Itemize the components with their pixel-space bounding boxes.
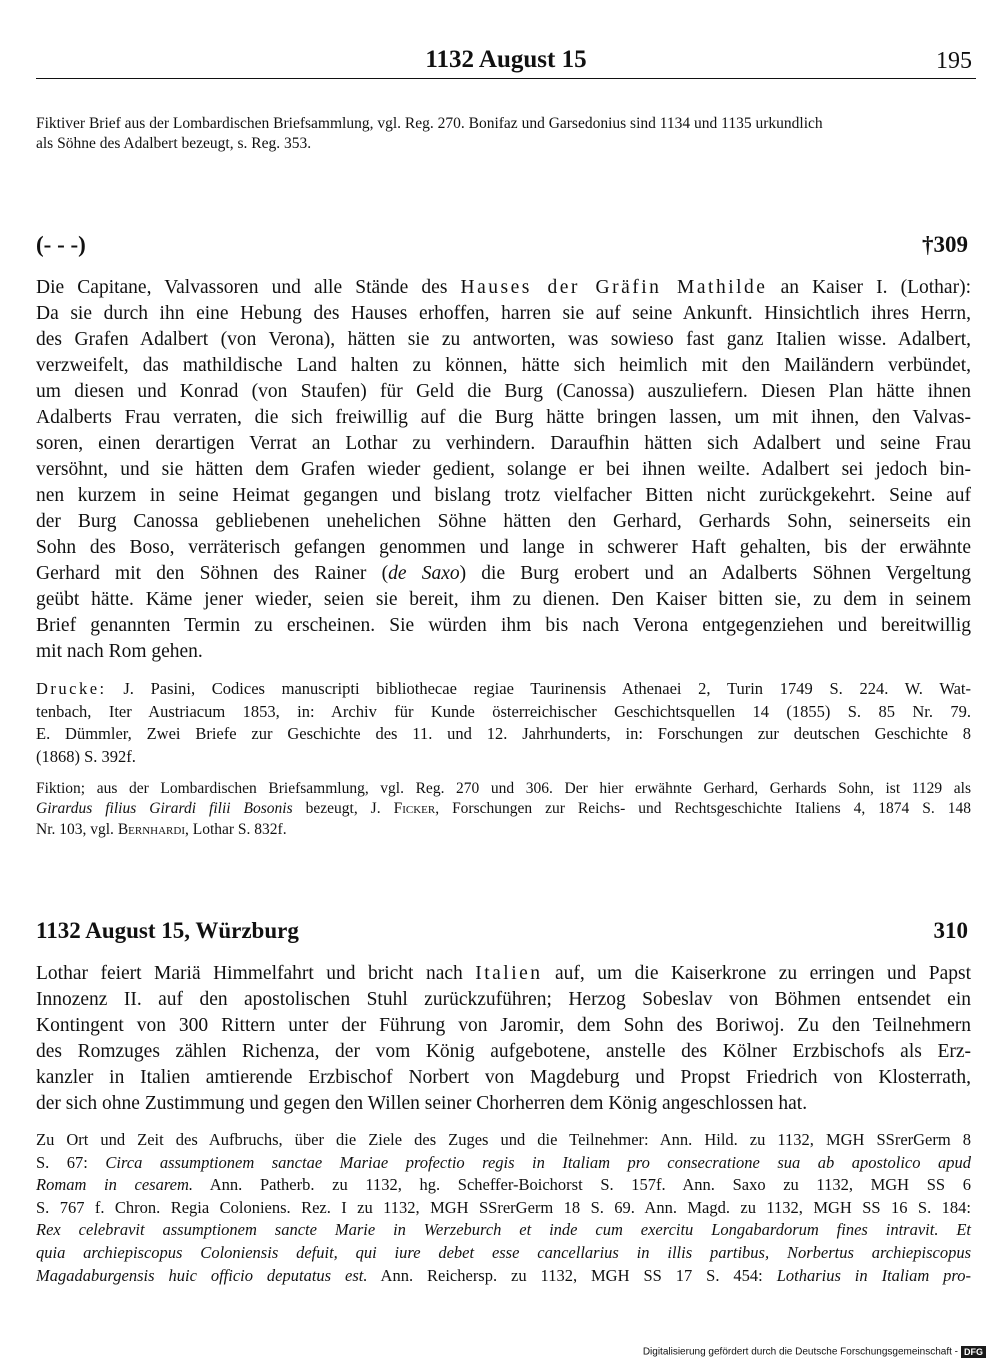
regest-line: nen kurzem in seine Heimat gegangen und bislang trotz vielfacher Bitten nicht zurückgekehrt. Seine auf [36, 485, 971, 506]
regest-line: Gerhard mit den Söhnen des Rainer (de Saxo) die Burg erobert und an Adalberts Söhnen Vergeltung [36, 563, 971, 584]
running-title: 1132 August 15 [425, 46, 587, 73]
sources-line: S. 767 f. Chron. Regia Coloniens. Rez. I zu 1132, MGH SSrerGerm 18 S. 69. Ann. Magd. zu 1132, MGH SS 16 S. 184: [36, 1197, 971, 1217]
sources-line: S. 67: Circa assumptionem sanctae Mariae profectio regis in Italiam pro consecratione sua ab apostolico apud [36, 1152, 971, 1172]
prints-line: Drucke: J. Pasini, Codices manuscripti bibliothecae regiae Taurinensis Athenaei 2, Turin 1749 S. 224. W. Wat- [36, 679, 971, 698]
regest-line: kanzler in Italien amtierende Erzbischof Norbert von Magdeburg und Propst Friedrich von Klosterrath, [36, 1067, 971, 1088]
regest-line: der sich ohne Zustimmung und gegen den Willen seiner Chorherren dem König angeschlossen hat. [36, 1093, 808, 1114]
regest-line: geübt hätte. Käme jener wieder, seien sie bereit, ihm zu dienen. Den Kaiser bitten sie, zu dem in seinem [36, 589, 971, 610]
entry-309-prints [36, 678, 971, 768]
page-number: 195 [936, 48, 972, 74]
regest-line: der Burg Canossa gebliebenen unehelichen Söhne hätten den Gerhard, Gerhards Sohn, seinerseits ein [36, 511, 971, 532]
entry-310-date: 1132 August 15, Würzburg [36, 918, 299, 943]
prints-line: (1868) S. 392f. [36, 746, 136, 766]
previous-entry-note [36, 114, 976, 154]
regest-line: Innozenz II. auf den apostolischen Stuhl zurückzuführen; Herzog Sobeslav von Böhmen entsendet ein [36, 989, 971, 1010]
sources-line: Romam in cesarem. Ann. Patherb. zu 1132, hg. Scheffer-Boichorst S. 157f. Ann. Saxo zu 1132, MGH SS 6 [36, 1175, 971, 1195]
regest-line: Lothar feiert Mariä Himmelfahrt und bricht nach Italien auf, um die Kaiserkrone zu erringen und Papst [36, 963, 971, 984]
digitization-credit [643, 1346, 986, 1358]
commentary-line: Girardus filius Girardi filii Bosonis bezeugt, J. Ficker, Forschungen zur Reichs- und Rechtsgeschichte Italiens 4, 1874 S. 148 [36, 800, 971, 818]
regest-line: Da sie durch ihn eine Hebung des Hauses erhoffen, harren sie auf seine Ankunft. Hinsichtlich ihres Herrn, [36, 303, 971, 324]
regest-line: Kontingent von 300 Rittern unter der Führung von Jaromir, dem Sohn des Boriwoj. Zu den Teilnehmern [36, 1015, 971, 1036]
entry-310-heading [36, 918, 968, 948]
entry-309-commentary [36, 779, 971, 840]
commentary-line: Nr. 103, vgl. Bernhardi, Lothar S. 832f. [36, 820, 287, 838]
prints-line: E. Dümmler, Zwei Briefe zur Geschichte des 11. und 12. Jahrhunderts, in: Forschungen zur deutschen Geschichte 8 [36, 724, 971, 744]
entry-310-regest [36, 961, 971, 1117]
prints-label: Drucke: [36, 679, 107, 698]
regest-line: Die Capitane, Valvassoren und alle Stände des Hauses der Gräfin Mathilde an Kaiser I. (Lothar): [36, 277, 971, 298]
note-line: als Söhne des Adalbert bezeugt, s. Reg. 353. [36, 135, 312, 152]
regest-line: Sohn des Boso, verräterisch gefangen genommen und lange in schwerer Haft gehalten, bis der erwähnte [36, 537, 971, 558]
entry-310-number: 310 [933, 918, 968, 943]
regest-line: versöhnt, und sie hätten dem Grafen wieder gedient, solange er bei ihnen weilte. Adalbert sei jedoch bin- [36, 459, 971, 480]
sources-line: Rex celebravit assumptionem sancte Marie in Werzeburch et inde cum exercitu Longabardorum fines intravit. Et [36, 1220, 971, 1240]
note-line: Fiktiver Brief aus der Lombardischen Briefsammlung, vgl. Reg. 270. Bonifaz und Garsedonius sind 1134 und 1135 urkundlich [36, 115, 823, 132]
sources-line: quia archiepiscopus Coloniensis defuit, qui iure debet esse cancellarius in illis partibus, Norbertus archiepiscopus [36, 1242, 971, 1262]
sources-line: Magadaburgensis huic officio deputatus est. Ann. Reichersp. zu 1132, MGH SS 17 S. 454: Lotharius in Italiam pro- [36, 1265, 971, 1285]
sources-line: Zu Ort und Zeit des Aufbruchs, über die Ziele des Zuges und die Teilnehmer: Ann. Hild. zu 1132, MGH SSrerGerm 8 [36, 1130, 971, 1149]
regest-line: um diesen und Konrad (von Staufen) für Geld die Burg (Canossa) auszuliefern. Diesen Plan hätte ihnen [36, 381, 971, 402]
entry-309-number: †309 [922, 232, 968, 257]
regest-line: Adalberts Frau verraten, die sich freiwillig auf die Burg hätte bringen lassen, um mit ihnen, den Valvas- [36, 407, 971, 428]
dfg-logo: DFG [961, 1346, 986, 1358]
regest-line: des Grafen Adalbert (von Verona), hätten sie zu antworten, was sowieso fast ganz Italien wisse. Adalbert, [36, 329, 971, 350]
regest-line: verzweifelt, das mathildische Land halten zu können, hätte sich heimlich mit den Mailändern verbündet, [36, 355, 971, 376]
credit-text: Digitalisierung gefördert durch die Deutsche Forschungsgemeinschaft - [642, 1346, 958, 1358]
entry-309-regest [36, 275, 971, 665]
regest-line: des Romzuges zählen Richenza, der vom König aufgebotene, anstelle des Kölner Erzbischofs als Erz- [36, 1041, 971, 1062]
commentary-line: Fiktion; aus der Lombardischen Briefsammlung, vgl. Reg. 270 und 306. Der hier erwähnte Gerhard, Gerhards Sohn, ist 1129 als [36, 780, 971, 797]
entry-309-heading [36, 232, 968, 262]
regest-line: soren, einen derartigen Verrat an Lothar zu verhindern. Daraufhin hätten sich Adalbert und seine Frau [36, 433, 971, 454]
regest-line: Brief genannten Termin zu erscheinen. Sie würden ihm bis nach Verona entgegenziehen und bereitwillig [36, 615, 971, 636]
entry-309-date: (- - -) [36, 232, 86, 257]
prints-line: tenbach, Iter Austriacum 1853, in: Archiv für Kunde österreichischer Geschichtsquellen 14 (1855) S. 85 Nr. 79. [36, 701, 971, 721]
entry-310-sources [36, 1129, 971, 1287]
regest-line: mit nach Rom gehen. [36, 641, 203, 662]
running-head [36, 46, 976, 79]
